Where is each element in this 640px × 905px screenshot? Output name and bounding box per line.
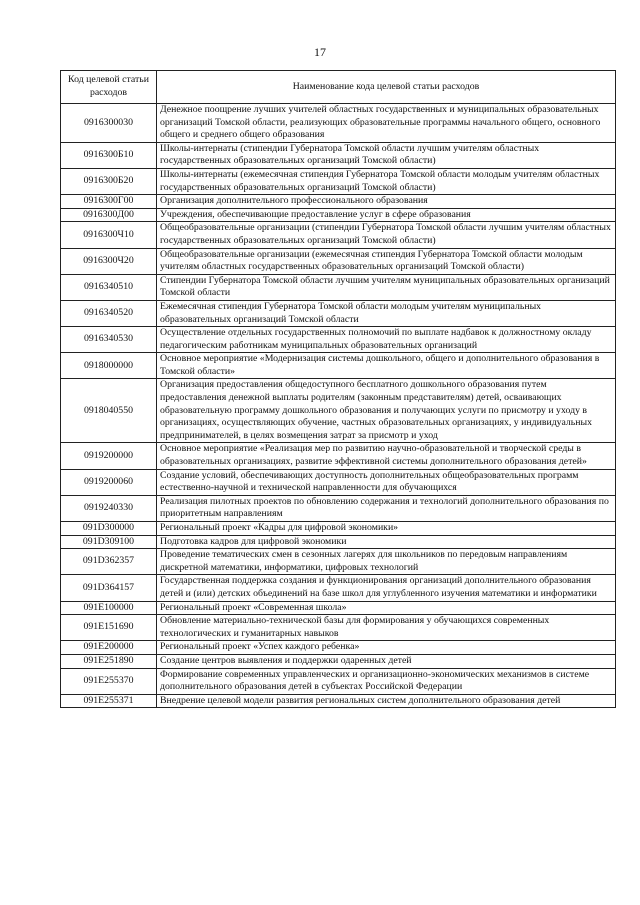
row-name: Школы-интернаты (ежемесячная стипендия Губернатора Томской области молодым учителям областных государственных образовательных организаций Томской области) — [157, 168, 616, 194]
row-name: Общеобразовательные организации (ежемесячная стипендия Губернатора Томской области молодым учителям областных государственных образовательных организаций Томской области) — [157, 248, 616, 274]
row-code: 0916300Ч20 — [61, 248, 157, 274]
table-row — [61, 300, 616, 326]
row-name: Школы-интернаты (стипендии Губернатора Томской области лучшим учителям областных государственных образовательных организаций Томской области) — [157, 142, 616, 168]
row-name: Организация предоставления общедоступного бесплатного дошкольного образования путем предоставления денежной выплаты родителям (законным представителям) детей, осваивающих образовательную программу дошкольного образования и получающих услуги по присмотру и уходу в организациях, осуществляющих обучение, частных образовательных организациях, у индивидуальных предпринимателей, в целях возмещения затрат за присмотр и уход — [157, 379, 616, 443]
page-number: 17 — [314, 45, 326, 59]
row-code: 0916340530 — [61, 327, 157, 353]
table-row — [61, 668, 616, 694]
table-row — [61, 248, 616, 274]
row-code: 0919200000 — [61, 443, 157, 469]
row-name: Основное мероприятие «Модернизация системы дошкольного, общего и дополнительного образования в Томской области» — [157, 353, 616, 379]
row-code: 091D364157 — [61, 575, 157, 601]
table-row — [61, 575, 616, 601]
table-row — [61, 222, 616, 248]
row-name: Внедрение целевой модели развития региональных систем дополнительного образования детей — [157, 694, 616, 708]
row-code: 0918040550 — [61, 379, 157, 443]
row-name: Региональный проект «Современная школа» — [157, 601, 616, 615]
row-code: 091E251890 — [61, 654, 157, 668]
row-code: 0916340510 — [61, 274, 157, 300]
table-row — [61, 379, 616, 443]
table-body — [61, 104, 616, 708]
table-row — [61, 495, 616, 521]
table-row — [61, 522, 616, 536]
row-code: 0916300Ч10 — [61, 222, 157, 248]
table-row — [61, 443, 616, 469]
row-name: Подготовка кадров для цифровой экономики — [157, 535, 616, 549]
row-code: 0916300Б20 — [61, 168, 157, 194]
table-header-row — [61, 71, 616, 104]
table-row — [61, 195, 616, 209]
table-row — [61, 694, 616, 708]
row-name: Основное мероприятие «Реализация мер по развитию научно-образовательной и творческой среды в образовательных организациях, развитие эффективной системы дополнительного образования детей» — [157, 443, 616, 469]
table-row — [61, 601, 616, 615]
row-code: 091D309100 — [61, 535, 157, 549]
row-name: Организация дополнительного профессионального образования — [157, 195, 616, 209]
row-code: 091E255371 — [61, 694, 157, 708]
row-code: 091D300000 — [61, 522, 157, 536]
table-row — [61, 274, 616, 300]
row-name: Стипендии Губернатора Томской области лучшим учителям муниципальных образовательных организаций Томской области — [157, 274, 616, 300]
row-name: Реализация пилотных проектов по обновлению содержания и технологий дополнительного образования по приоритетным направлениям — [157, 495, 616, 521]
header-code: Код целевой статьи расходов — [61, 71, 157, 104]
row-code: 0916300Б10 — [61, 142, 157, 168]
row-code: 091E151690 — [61, 615, 157, 641]
table-row — [61, 469, 616, 495]
row-name: Ежемесячная стипендия Губернатора Томской области молодым учителям муниципальных образовательных организаций Томской области — [157, 300, 616, 326]
table-row — [61, 168, 616, 194]
row-code: 0916340520 — [61, 300, 157, 326]
table-row — [61, 615, 616, 641]
row-code: 091E255370 — [61, 668, 157, 694]
row-code: 0919200060 — [61, 469, 157, 495]
table-row — [61, 549, 616, 575]
table-row — [61, 208, 616, 222]
row-name: Проведение тематических смен в сезонных лагерях для школьников по передовым направлениям дискретной математики, информатики, цифровых технологий — [157, 549, 616, 575]
row-code: 0919240330 — [61, 495, 157, 521]
row-code: 0916300030 — [61, 104, 157, 143]
row-name: Осуществление отдельных государственных полномочий по выплате надбавок к должностному окладу педагогическим работникам муниципальных образовательных организаций — [157, 327, 616, 353]
row-name: Создание условий, обеспечивающих доступность дополнительных общеобразовательных программ естественно-научной и технической направленности для обучающихся — [157, 469, 616, 495]
table-row — [61, 142, 616, 168]
row-name: Обновление материально-технической базы для формирования у обучающихся современных технологических и гуманитарных навыков — [157, 615, 616, 641]
row-name: Государственная поддержка создания и функционирования организаций дополнительного образования детей и (или) детских объединений на базе школ для углубленного изучения математики и информатики — [157, 575, 616, 601]
row-name: Создание центров выявления и поддержки одаренных детей — [157, 654, 616, 668]
row-code: 091E200000 — [61, 641, 157, 655]
row-code: 0918000000 — [61, 353, 157, 379]
budget-code-table — [60, 70, 616, 708]
table-row — [61, 353, 616, 379]
table-row — [61, 641, 616, 655]
row-code: 0916300Д00 — [61, 208, 157, 222]
table-row — [61, 104, 616, 143]
header-name: Наименование кода целевой статьи расходов — [157, 71, 616, 104]
row-name: Региональный проект «Кадры для цифровой экономики» — [157, 522, 616, 536]
row-name: Формирование современных управленческих и организационно-экономических механизмов в системе дополнительного образования детей в субъектах Российской Федерации — [157, 668, 616, 694]
table-row — [61, 327, 616, 353]
row-name: Учреждения, обеспечивающие предоставление услуг в сфере образования — [157, 208, 616, 222]
row-code: 0916300Г00 — [61, 195, 157, 209]
row-code: 091D362357 — [61, 549, 157, 575]
row-name: Денежное поощрение лучших учителей областных государственных и муниципальных образовательных организаций Томской области, реализующих образовательные программы начального общего, основного общего и среднего общего образования — [157, 104, 616, 143]
row-code: 091E100000 — [61, 601, 157, 615]
row-name: Общеобразовательные организации (стипендии Губернатора Томской области лучшим учителям областных государственных образовательных организаций Томской области) — [157, 222, 616, 248]
row-name: Региональный проект «Успех каждого ребенка» — [157, 641, 616, 655]
table-row — [61, 535, 616, 549]
table-row — [61, 654, 616, 668]
